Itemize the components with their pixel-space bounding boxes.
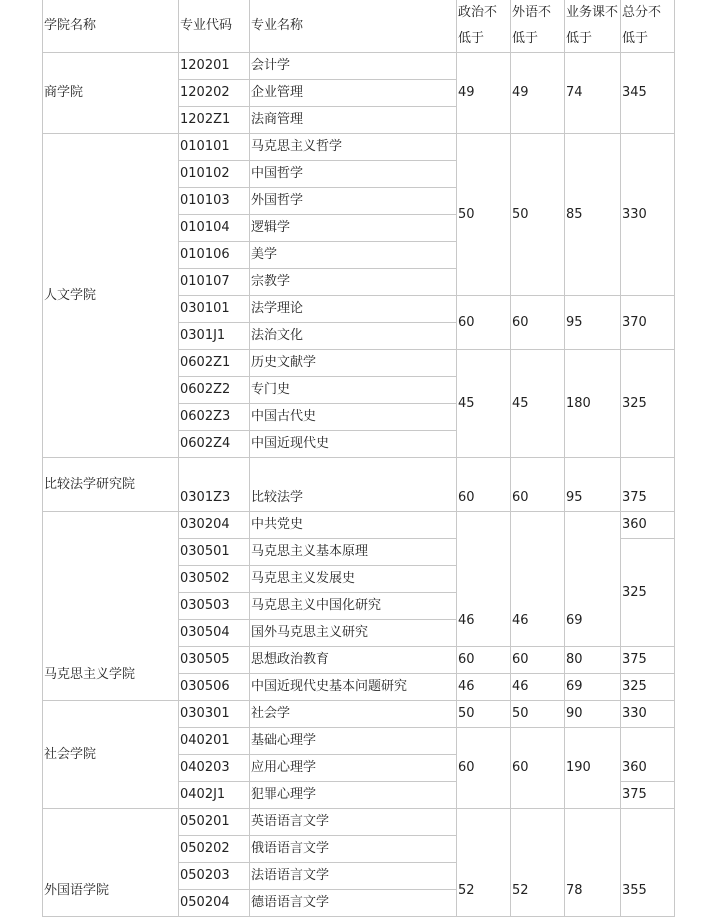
- table-row: [43, 701, 675, 728]
- major-code: 0402J1: [179, 782, 250, 809]
- major-name: 英语语言文学: [250, 809, 457, 836]
- major-name: 法治文化: [250, 323, 457, 350]
- major-code: 030506: [179, 674, 250, 701]
- politics-score: 52: [457, 809, 511, 917]
- total-score: 325: [621, 674, 675, 701]
- major-code: 1202Z1: [179, 107, 250, 134]
- major-name: 基础心理学: [250, 728, 457, 755]
- college-name: 比较法学研究院: [43, 458, 179, 512]
- course-score: 95: [565, 296, 621, 350]
- total-score: 375: [621, 458, 675, 512]
- language-score: 46: [511, 512, 565, 647]
- language-score: 50: [511, 701, 565, 728]
- language-score: 46: [511, 674, 565, 701]
- total-score: 330: [621, 134, 675, 296]
- header-college: 学院名称: [43, 0, 179, 53]
- table-row: [43, 53, 675, 80]
- header-politics: 政治不 低于: [457, 0, 511, 53]
- major-name: 专门史: [250, 377, 457, 404]
- major-name: 逻辑学: [250, 215, 457, 242]
- major-code: 0602Z2: [179, 377, 250, 404]
- table-row: [43, 458, 675, 512]
- course-score: 85: [565, 134, 621, 296]
- major-code: 050204: [179, 890, 250, 917]
- college-name: 马克思主义学院: [43, 512, 179, 701]
- major-code: 0301J1: [179, 323, 250, 350]
- major-name: 比较法学: [250, 458, 457, 512]
- major-code: 010107: [179, 269, 250, 296]
- major-name: 法语语言文学: [250, 863, 457, 890]
- politics-score: 46: [457, 674, 511, 701]
- major-code: 030505: [179, 647, 250, 674]
- table-row: [43, 134, 675, 161]
- major-name: 宗教学: [250, 269, 457, 296]
- major-name: 中国近现代史: [250, 431, 457, 458]
- language-score: 60: [511, 458, 565, 512]
- politics-score: 60: [457, 458, 511, 512]
- course-score: 74: [565, 53, 621, 134]
- total-score: 360: [621, 728, 675, 782]
- language-score: 49: [511, 53, 565, 134]
- major-name: 马克思主义基本原理: [250, 539, 457, 566]
- total-score: 375: [621, 647, 675, 674]
- major-code: 0602Z4: [179, 431, 250, 458]
- politics-score: 46: [457, 512, 511, 647]
- major-code: 010106: [179, 242, 250, 269]
- major-code: 040201: [179, 728, 250, 755]
- major-code: 120201: [179, 53, 250, 80]
- politics-score: 50: [457, 701, 511, 728]
- major-code: 050202: [179, 836, 250, 863]
- language-score: 52: [511, 809, 565, 917]
- major-name: 法学理论: [250, 296, 457, 323]
- major-name: 中国哲学: [250, 161, 457, 188]
- politics-score: 50: [457, 134, 511, 296]
- major-code: 040203: [179, 755, 250, 782]
- header-course: 业务课不 低于: [565, 0, 621, 53]
- politics-score: 60: [457, 296, 511, 350]
- major-name: 中国近现代史基本问题研究: [250, 674, 457, 701]
- total-score: 345: [621, 53, 675, 134]
- major-name: 俄语语言文学: [250, 836, 457, 863]
- major-name: 马克思主义哲学: [250, 134, 457, 161]
- major-name: 犯罪心理学: [250, 782, 457, 809]
- total-score: 325: [621, 539, 675, 647]
- total-score: 325: [621, 350, 675, 458]
- politics-score: 49: [457, 53, 511, 134]
- language-score: 50: [511, 134, 565, 296]
- major-name: 应用心理学: [250, 755, 457, 782]
- major-code: 030504: [179, 620, 250, 647]
- major-code: 050201: [179, 809, 250, 836]
- language-score: 60: [511, 296, 565, 350]
- total-score: 330: [621, 701, 675, 728]
- table-header-row: [43, 0, 675, 53]
- total-score: 375: [621, 782, 675, 809]
- course-score: 80: [565, 647, 621, 674]
- college-name: 商学院: [43, 53, 179, 134]
- total-score: 355: [621, 809, 675, 917]
- major-name: 法商管理: [250, 107, 457, 134]
- major-code: 030502: [179, 566, 250, 593]
- header-code: 专业代码: [179, 0, 250, 53]
- score-requirements-table: [42, 0, 675, 917]
- language-score: 45: [511, 350, 565, 458]
- course-score: 95: [565, 458, 621, 512]
- major-code: 0602Z3: [179, 404, 250, 431]
- major-name: 历史文献学: [250, 350, 457, 377]
- major-code: 0602Z1: [179, 350, 250, 377]
- major-name: 企业管理: [250, 80, 457, 107]
- major-name: 中共党史: [250, 512, 457, 539]
- header-major: 专业名称: [250, 0, 457, 53]
- major-name: 中国古代史: [250, 404, 457, 431]
- major-code: 050203: [179, 863, 250, 890]
- course-score: 180: [565, 350, 621, 458]
- politics-score: 45: [457, 350, 511, 458]
- politics-score: 60: [457, 647, 511, 674]
- total-score: 360: [621, 512, 675, 539]
- table-row: [43, 809, 675, 836]
- major-code: 010101: [179, 134, 250, 161]
- college-name: 社会学院: [43, 701, 179, 809]
- major-code: 030301: [179, 701, 250, 728]
- language-score: 60: [511, 647, 565, 674]
- major-name: 思想政治教育: [250, 647, 457, 674]
- college-name: 外国语学院: [43, 809, 179, 917]
- total-score: 370: [621, 296, 675, 350]
- major-code: 010102: [179, 161, 250, 188]
- major-code: 0301Z3: [179, 458, 250, 512]
- major-code: 010104: [179, 215, 250, 242]
- major-code: 030204: [179, 512, 250, 539]
- major-code: 010103: [179, 188, 250, 215]
- major-name: 国外马克思主义研究: [250, 620, 457, 647]
- major-name: 美学: [250, 242, 457, 269]
- course-score: 90: [565, 701, 621, 728]
- major-code: 030101: [179, 296, 250, 323]
- college-name: 人文学院: [43, 134, 179, 458]
- course-score: 78: [565, 809, 621, 917]
- language-score: 60: [511, 728, 565, 809]
- major-name: 会计学: [250, 53, 457, 80]
- course-score: 69: [565, 674, 621, 701]
- major-name: 德语语言文学: [250, 890, 457, 917]
- major-name: 外国哲学: [250, 188, 457, 215]
- major-name: 马克思主义发展史: [250, 566, 457, 593]
- major-code: 030501: [179, 539, 250, 566]
- politics-score: 60: [457, 728, 511, 809]
- major-code: 030503: [179, 593, 250, 620]
- major-name: 马克思主义中国化研究: [250, 593, 457, 620]
- header-language: 外语不 低于: [511, 0, 565, 53]
- major-name: 社会学: [250, 701, 457, 728]
- course-score: 69: [565, 512, 621, 647]
- course-score: 190: [565, 728, 621, 809]
- major-code: 120202: [179, 80, 250, 107]
- header-total: 总分不 低于: [621, 0, 675, 53]
- table-row: [43, 512, 675, 539]
